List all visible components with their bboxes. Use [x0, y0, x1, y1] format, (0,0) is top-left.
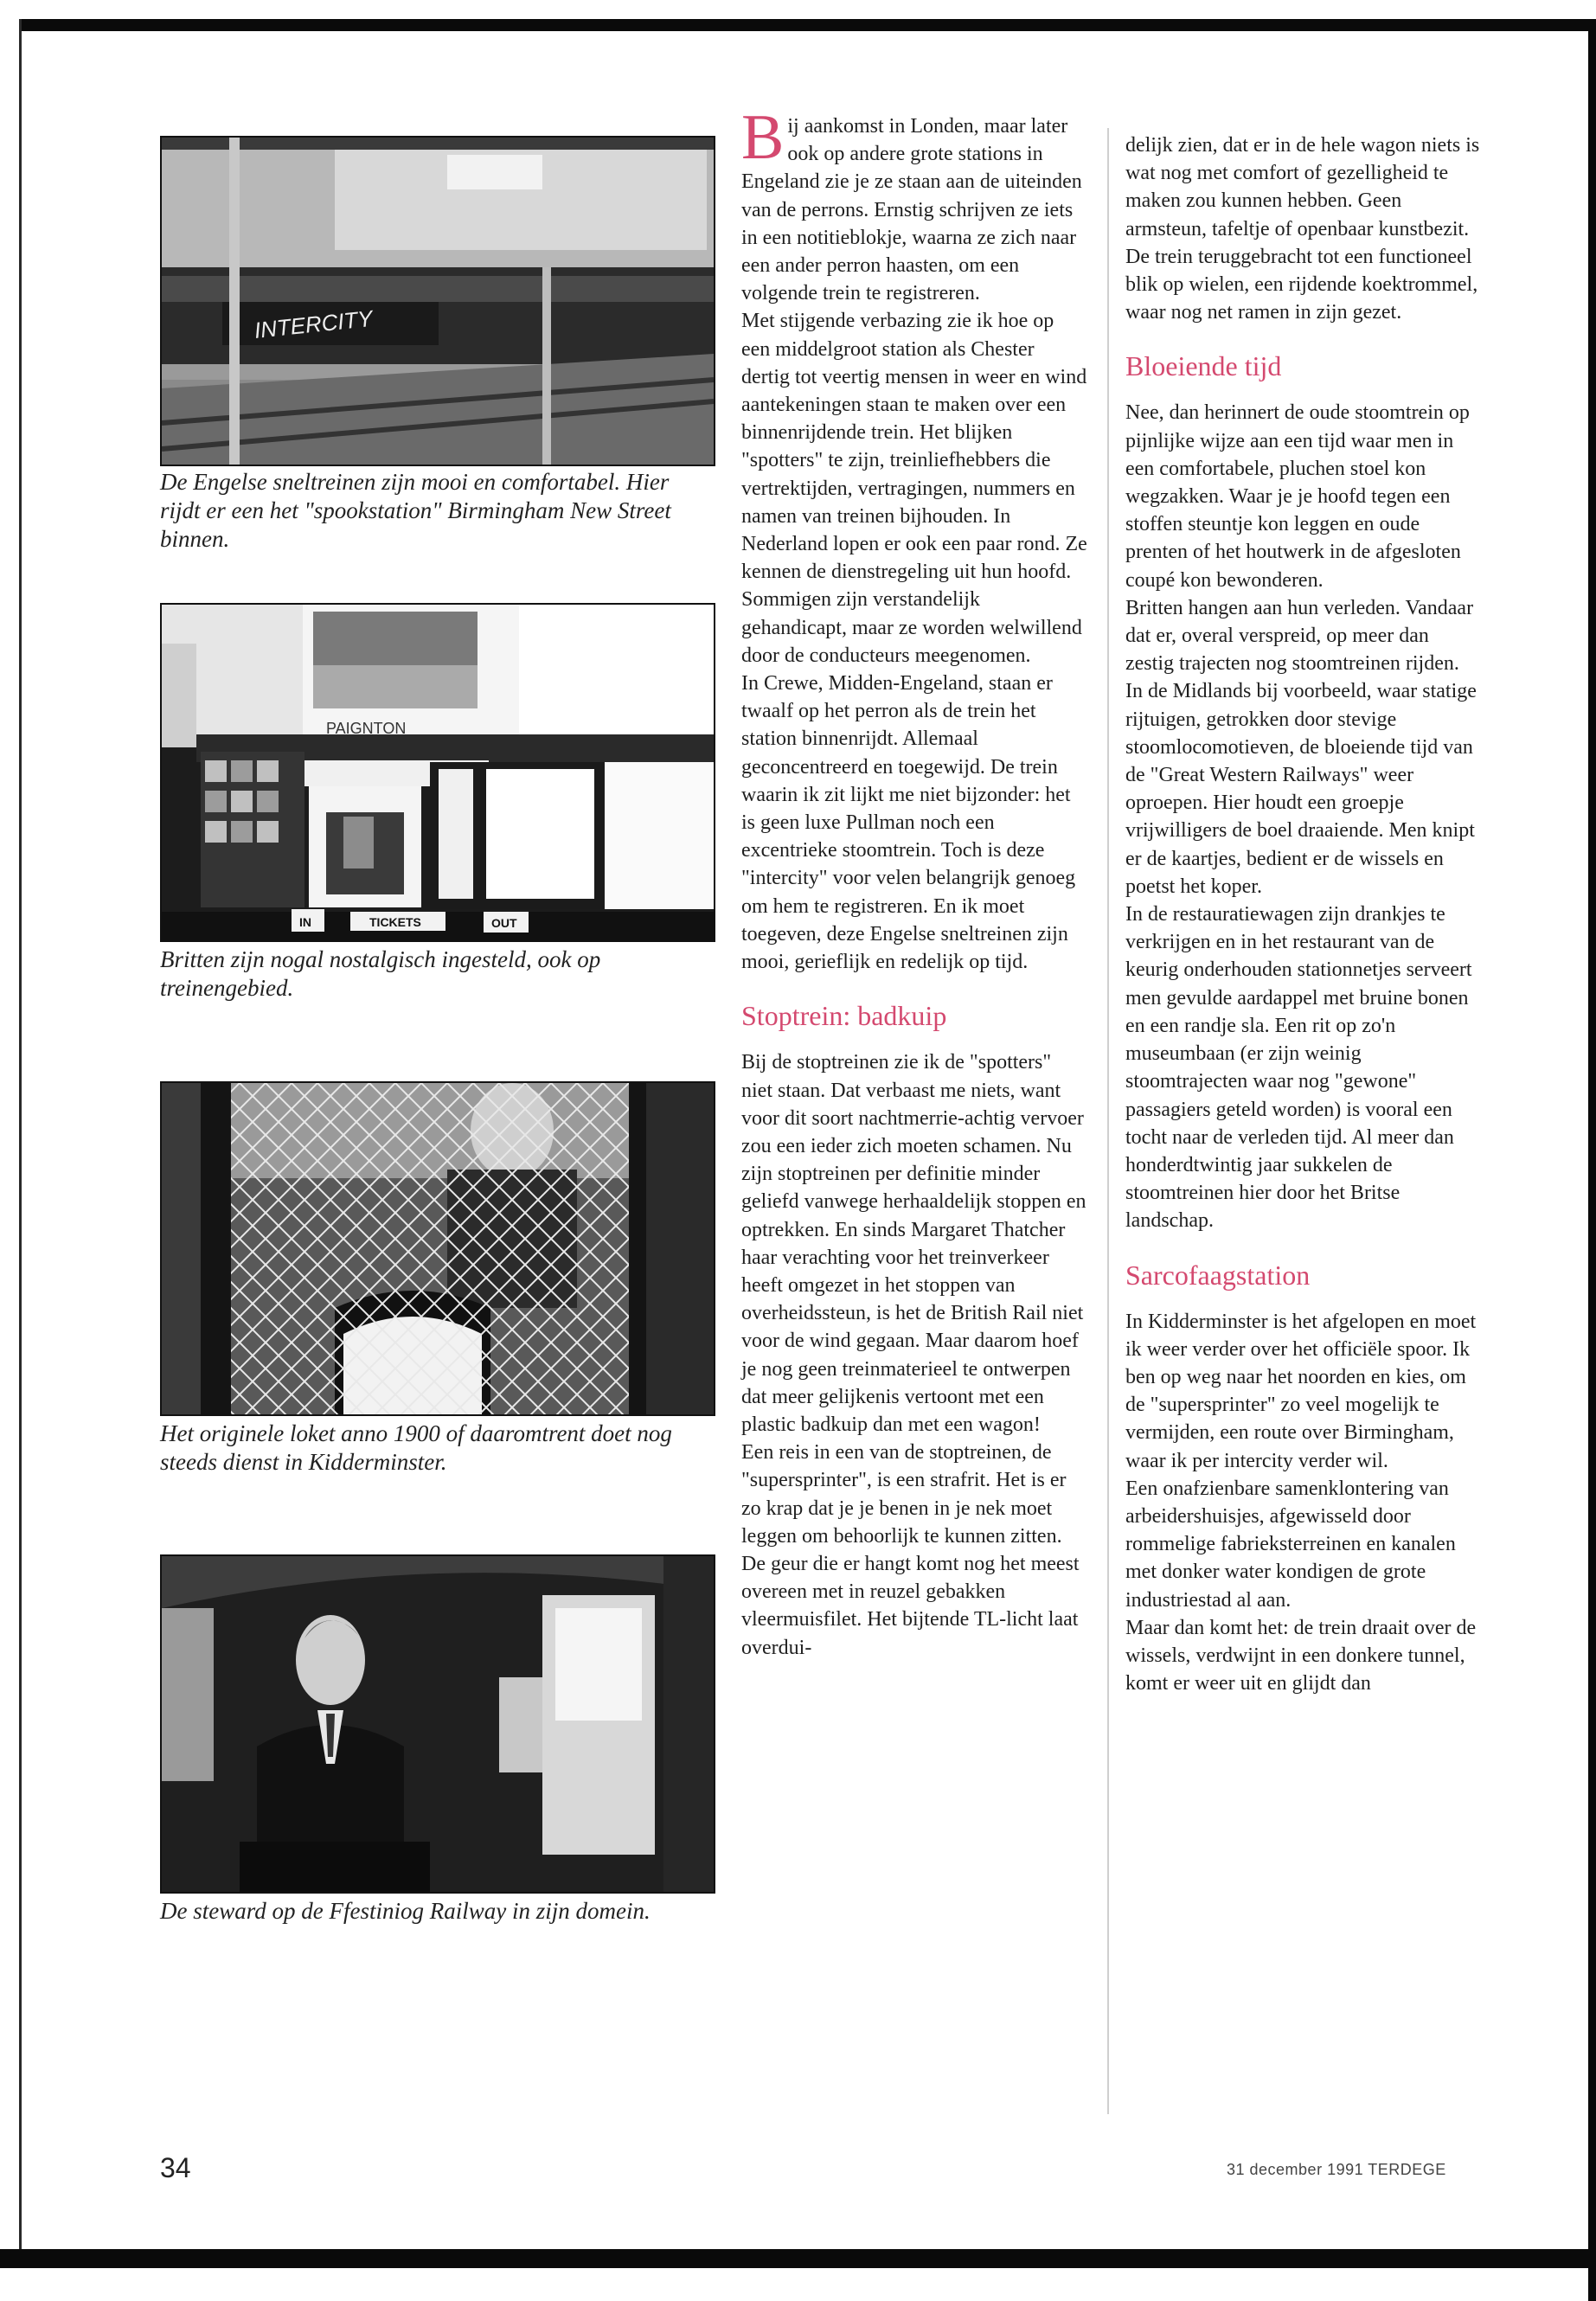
scan-border-left	[19, 19, 22, 2259]
caption-photo-4: De steward op de Ffestiniog Railway in zijn domein.	[160, 1898, 651, 1924]
article-column-1	[741, 102, 1087, 1662]
article-paragraph: Met stijgende verbazing zie ik hoe op een middelgroot station als Chester dertig tot veertig mensen in weer en wind aantekeningen staan te maken over een binnenrijdende trein. Het blijken "spotters" te zijn, treinliefhebbers die vertrektijden, vertragingen, nummers en namen van treinen bijhouden. In Nederland lopen er ook een paar rond. Ze kennen de dienstregeling uit hun hoofd. Sommigen zijn verstandelijk gehandicapt, maar ze worden welwillend door de conducteurs meegenomen.	[741, 310, 1087, 667]
article-intro-paragraph: Bij aankomst in Londen, maar later ook op andere grote stations in Engeland zie je ze staan aan de uiteinden van de perrons. Ernstig schrijven ze iets in een notitieblokje, waarna ze zich naar een ander perron haasten, om een volgende trein te registreren.	[741, 102, 1082, 305]
article-paragraph: In Kidderminster is het afgelopen en moet ik weer verder over het officiële spoor. Ik ben op weg naar het noorden en kies, om de "supersprinter" zo veel mogelijk te vermijden, een route over Birmingham, waar ik per intercity verder wil.	[1125, 1310, 1477, 1472]
article-paragraph: Maar dan komt het: de trein draait over de wissels, verdwijnt in een donkere tunnel, komt er weer uit en glijdt dan	[1125, 1616, 1477, 1695]
article-paragraph: Nee, dan herinnert de oude stoomtrein op pijnlijke wijze aan een tijd waar men in een comfortabele, pluchen stoel kon wegzakken. Waar je je hoofd tegen een stoffen steuntje kon leggen en oude prenten of het houtwerk in de afgesloten coupé kon bewonderen.	[1125, 401, 1470, 592]
intercity-sign: INTERCITY	[253, 304, 375, 343]
article-paragraph: In Crewe, Midden-Engeland, staan er twaalf op het perron als de trein het station binnenrijdt. Allemaal geconcentreerd en toegewijd. De trein waarin ik zit lijkt me niet bijzonder: het is geen luxe Pullman noch een excentrieke stoomtrein. Toch is deze "intercity" voor velen belangrijk genoeg om hem te registreren. En ik moet toegeven, deze Engelse sneltreinen zijn mooi, gerieflijk en redelijk op tijd.	[741, 672, 1076, 974]
photo-intercity-train	[160, 136, 715, 466]
photo-ticket-office	[160, 603, 715, 942]
section-heading: Stoptrein: badkuip	[741, 1000, 947, 1032]
caption-photo-3: Het originele loket anno 1900 of daaromtrent doet nog steeds dienst in Kidderminster.	[160, 1420, 672, 1475]
article-paragraph: Bij de stoptreinen zie ik de "spotters" niet staan. Dat verbaast me niets, want voor dit soort nachtmerrie-achtig vervoer zou een ieder zich moeten schamen. Nu zijn stoptreinen per definitie minder geliefd vanwege herhaaldelijk stoppen en optrekken. En sinds Margaret Thatcher haar verachting voor het treinverkeer heeft omgezet in het stoppen van overheidssteun, is het de British Rail niet voor de wind gegaan. Maar daarom hoef je nog geen treinmaterieel te ontwerpen dat meer gelijkenis vertoont met een plastic badkuip dan met een wagon!	[741, 1051, 1086, 1436]
issue-date-footer: 31 december 1991 TERDEGE	[1227, 2161, 1446, 2178]
article-paragraph: Britten hangen aan hun verleden. Vandaar dat er, overal verspreid, op meer dan zestig trajecten nog stoomtreinen rijden. In de Midlands bij voorbeeld, waar statige rijtuigen, getrokken door stevige stoomlocomotieven, de bloeiende tijd van de "Great Western Railways" weer oproepen. Hier houdt een groepje vrijwilligers de boel draaiende. Men knipt er de kaartjes, bedient er de wissels en poetst het koper.	[1125, 596, 1477, 898]
section-heading: Bloeiende tijd	[1125, 350, 1282, 382]
scan-border-top	[19, 19, 1596, 31]
caption-photo-1: De Engelse sneltreinen zijn mooi en comfortabel. Hier rijdt er een het "spookstation" Birmingham New Street binnen.	[160, 469, 671, 552]
article-paragraph: Een reis in een van de stoptreinen, de "supersprinter", is een strafrit. Het is er zo krap dat je je benen in je nek moet leggen om behoorlijk te kunnen zitten. De geur die er hangt komt nog het meest overeen met in reuzel gebakken vleermuisfilet. Het bijtende TL-licht laat overdui-	[741, 1441, 1080, 1659]
sign-tickets: TICKETS	[369, 915, 421, 929]
sign-out: OUT	[491, 916, 517, 930]
scan-border-bottom	[0, 2249, 1596, 2268]
scan-border-right	[1588, 19, 1596, 2301]
article-paragraph: delijk zien, dat er in de hele wagon niets is wat nog met comfort of gezelligheid te maken zou kunnen hebben. Geen armsteun, tafeltje of openbaar kunstbezit. De trein teruggebracht tot een functioneel blik op wielen, een rijdende koektrommel, waar nog net ramen in zijn gezet.	[1125, 134, 1480, 324]
page-number: 34	[160, 2152, 191, 2183]
photo-kidderminster-window	[160, 1081, 715, 1416]
article-column-2	[1125, 131, 1480, 1697]
paignton-sign: PAIGNTON	[326, 720, 407, 737]
section-heading: Sarcofaagstation	[1125, 1259, 1311, 1291]
caption-photo-2: Britten zijn nogal nostalgisch ingesteld, ook op treinengebied.	[160, 946, 601, 1001]
column-divider	[1107, 128, 1109, 2114]
photo-steward	[160, 1554, 715, 1894]
drop-cap: B	[741, 102, 785, 173]
sign-in: IN	[299, 915, 311, 929]
article-paragraph: In de restauratiewagen zijn drankjes te verkrijgen en in het restaurant van de keurig onderhouden stationnetjes serveert men gevulde aardappel met bruine bonen en een randje sla. Een rit op zo'n museumbaan (er zijn weinig stoomtrajecten waar nog "gewone" passagiers geteld worden) is vooral een tocht naar de verleden tijd. Al meer dan honderdtwintig jaar sukkelen de stoomtreinen hier door het Britse landschap.	[1125, 903, 1472, 1233]
article-paragraph: Een onafzienbare samenklontering van arbeidershuisjes, afgewisseld door rommelige fabrieksterreinen en kanalen met donker water kondigen de grote industriestad al aan.	[1125, 1477, 1456, 1612]
